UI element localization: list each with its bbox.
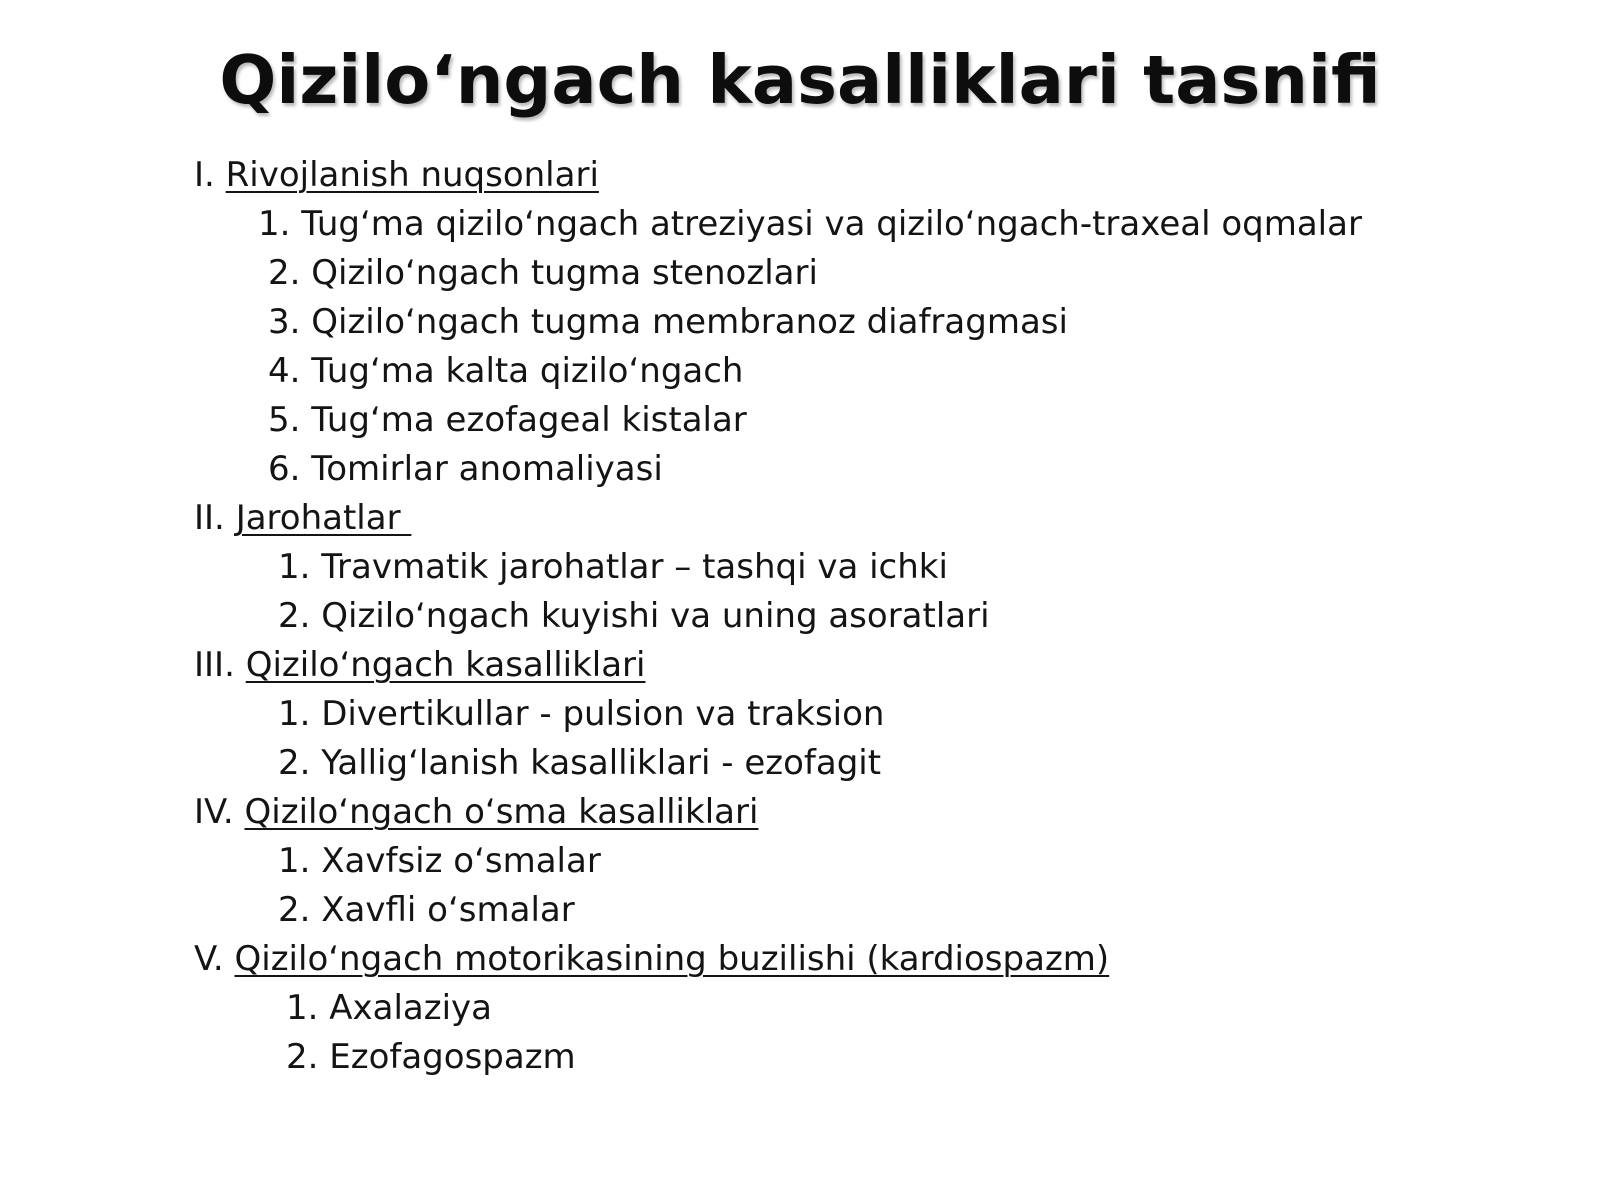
list-item: 2. Xavfli o‘smalar	[278, 890, 575, 930]
list-item: 2. Ezofagospazm	[286, 1037, 576, 1077]
list-item: 1. Axalaziya	[286, 988, 492, 1028]
section-title: Qizilo‘ngach o‘sma kasalliklari	[244, 792, 759, 832]
section-heading-4	[194, 789, 758, 835]
list-item: 5. Tug‘ma ezofageal kistalar	[268, 400, 747, 440]
list-item: 1. Divertikullar - pulsion va traksion	[278, 694, 885, 734]
list-item: 4. Tug‘ma kalta qizilo‘ngach	[268, 351, 744, 391]
section-title: Rivojlanish nuqsonlari	[225, 155, 599, 195]
section-heading-5	[194, 936, 1109, 982]
section-title: Qizilo‘ngach motorikasining buzilishi (kardiospazm)	[234, 939, 1110, 979]
list-item: 2. Qizilo‘ngach kuyishi va uning asoratlari	[278, 596, 990, 636]
list-item: 6. Tomirlar anomaliyasi	[268, 449, 663, 489]
slide-title: Qizilo‘ngach kasalliklari tasnifi	[219, 41, 1381, 119]
section-numeral: I.	[194, 155, 215, 195]
list-item: 2. Yallig‘lanish kasalliklari - ezofagit	[278, 743, 882, 783]
list-item: 1. Xavfsiz o‘smalar	[278, 841, 601, 881]
section-title: Qizilo‘ngach kasalliklari	[245, 645, 646, 685]
list-item: 2. Qizilo‘ngach tugma stenozlari	[268, 253, 818, 293]
section-heading-1	[194, 152, 599, 198]
list-item: 1. Travmatik jarohatlar – tashqi va ichki	[278, 547, 948, 587]
section-title: Jarohatlar	[235, 498, 412, 538]
section-numeral: IV.	[194, 792, 234, 832]
section-heading-3	[194, 642, 646, 688]
section-numeral: II.	[194, 498, 225, 538]
section-numeral: III.	[194, 645, 235, 685]
section-heading-2	[194, 495, 411, 541]
list-item: 3. Qizilo‘ngach tugma membranoz diafragmasi	[268, 302, 1068, 342]
section-numeral: V.	[194, 939, 224, 979]
list-item: 1. Tug‘ma qizilo‘ngach atreziyasi va qizilo‘ngach-traxeal oqmalar	[258, 204, 1362, 244]
